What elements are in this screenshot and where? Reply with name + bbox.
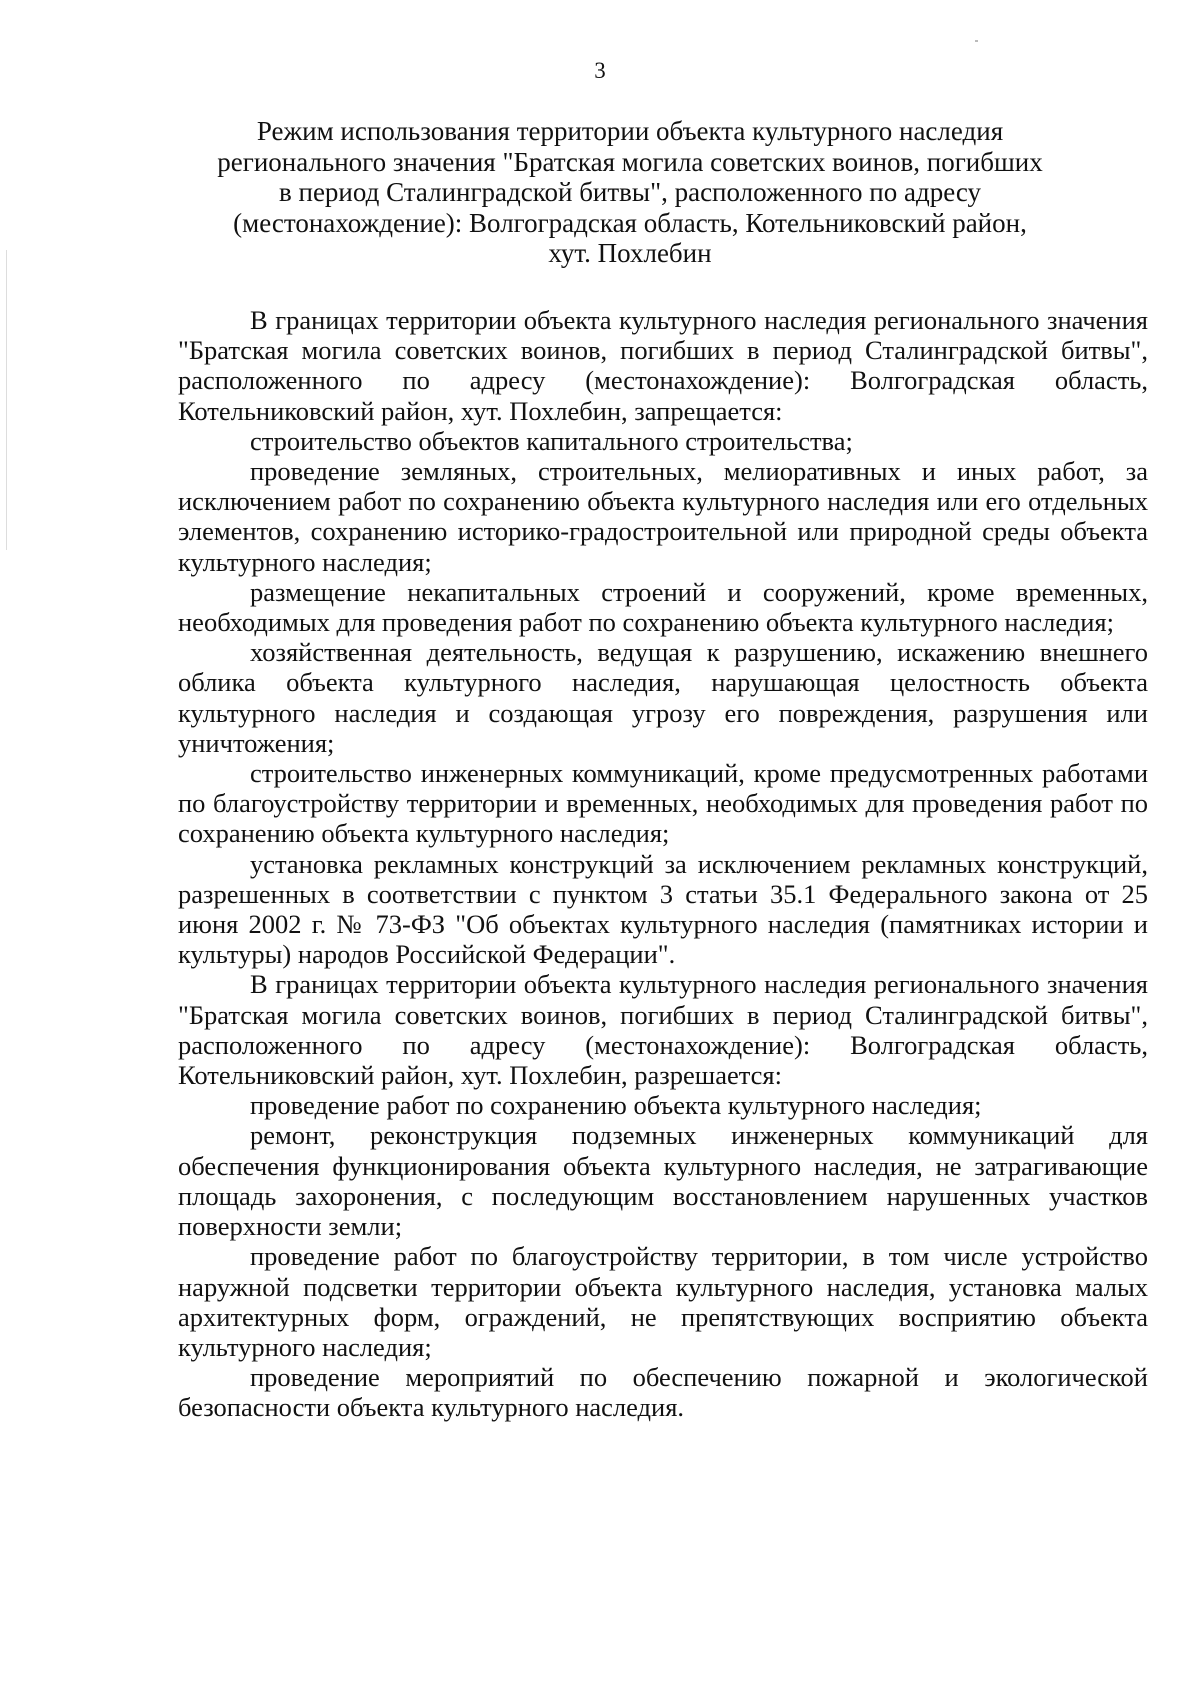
- list-item: строительство объектов капитального строительства;: [250, 425, 853, 456]
- title-line: хут. Похлебин: [548, 238, 712, 268]
- list-item: установка рекламных конструкций за исключением рекламных конструкций, разрешенных в соответствии с пунктом 3 статьи 35.1 Федерального закона от 25 июня 2002 г. № 73-ФЗ "Об объектах культурного наследия (памятниках истории и культуры) народов Российской Федерации".: [178, 848, 1148, 970]
- title-line: в период Сталинградской битвы", расположенного по адресу: [279, 177, 981, 207]
- document-title: [170, 116, 1090, 269]
- title-line: (местонахождение): Волгоградская область, Котельниковский район,: [233, 207, 1027, 238]
- list-item: проведение мероприятий по обеспечению пожарной и экологической безопасности объекта культурного наследия.: [178, 1362, 1148, 1423]
- paragraph-prohibited-intro: В границах территории объекта культурного наследия регионального значения "Братская могила советских воинов, погибших в период Сталинградской битвы", расположенного по адресу (местонахождение): Волгоградская область, Котельниковский район, хут. Похлебин, запрещается:: [178, 305, 1148, 426]
- list-item: хозяйственная деятельность, ведущая к разрушению, искажению внешнего облика объекта культурного наследия, нарушающая целостность объекта культурного наследия и создающая угрозу его повреждения, разрушения или уничтожения;: [178, 637, 1148, 758]
- document-body: [178, 305, 1148, 1423]
- title-line: Режим использования территории объекта культурного наследия: [256, 116, 1004, 146]
- list-item: размещение некапитальных строений и сооружений, кроме временных, необходимых для проведения работ по сохранению объекта культурного наследия;: [178, 576, 1148, 638]
- page-number: 3: [594, 58, 606, 83]
- scan-speck: [975, 40, 978, 42]
- title-line: регионального значения "Братская могила советских воинов, погибших: [217, 146, 1043, 177]
- list-item: проведение земляных, строительных, мелиоративных и иных работ, за исключением работ по сохранению объекта культурного наследия или его отдельных элементов, сохранению историко-градостроительной или природной среды объекта культурного наследия;: [178, 456, 1148, 577]
- list-item: ремонт, реконструкция подземных инженерных коммуникаций для обеспечения функционирования объекта культурного наследия, не затрагивающие площадь захоронения, с последующим восстановлением нарушенных участков поверхности земли;: [178, 1120, 1148, 1242]
- paragraph-permitted-intro: В границах территории объекта культурного наследия регионального значения "Братская могила советских воинов, погибших в период Сталинградской битвы", расположенного по адресу (местонахождение): Волгоградская область, Котельниковский район, хут. Похлебин, разрешается:: [178, 969, 1148, 1091]
- list-item: проведение работ по благоустройству территории, в том числе устройство наружной подсветки территории объекта культурного наследия, установка малых архитектурных форм, ограждений, не препятствующих восприятию объекта культурного наследия;: [178, 1241, 1148, 1362]
- list-item: проведение работ по сохранению объекта культурного наследия;: [250, 1090, 982, 1121]
- scan-margin-line: [6, 250, 7, 550]
- list-item: строительство инженерных коммуникаций, кроме предусмотренных работами по благоустройству территории и временных, необходимых для проведения работ по сохранению объекта культурного наследия;: [178, 758, 1148, 849]
